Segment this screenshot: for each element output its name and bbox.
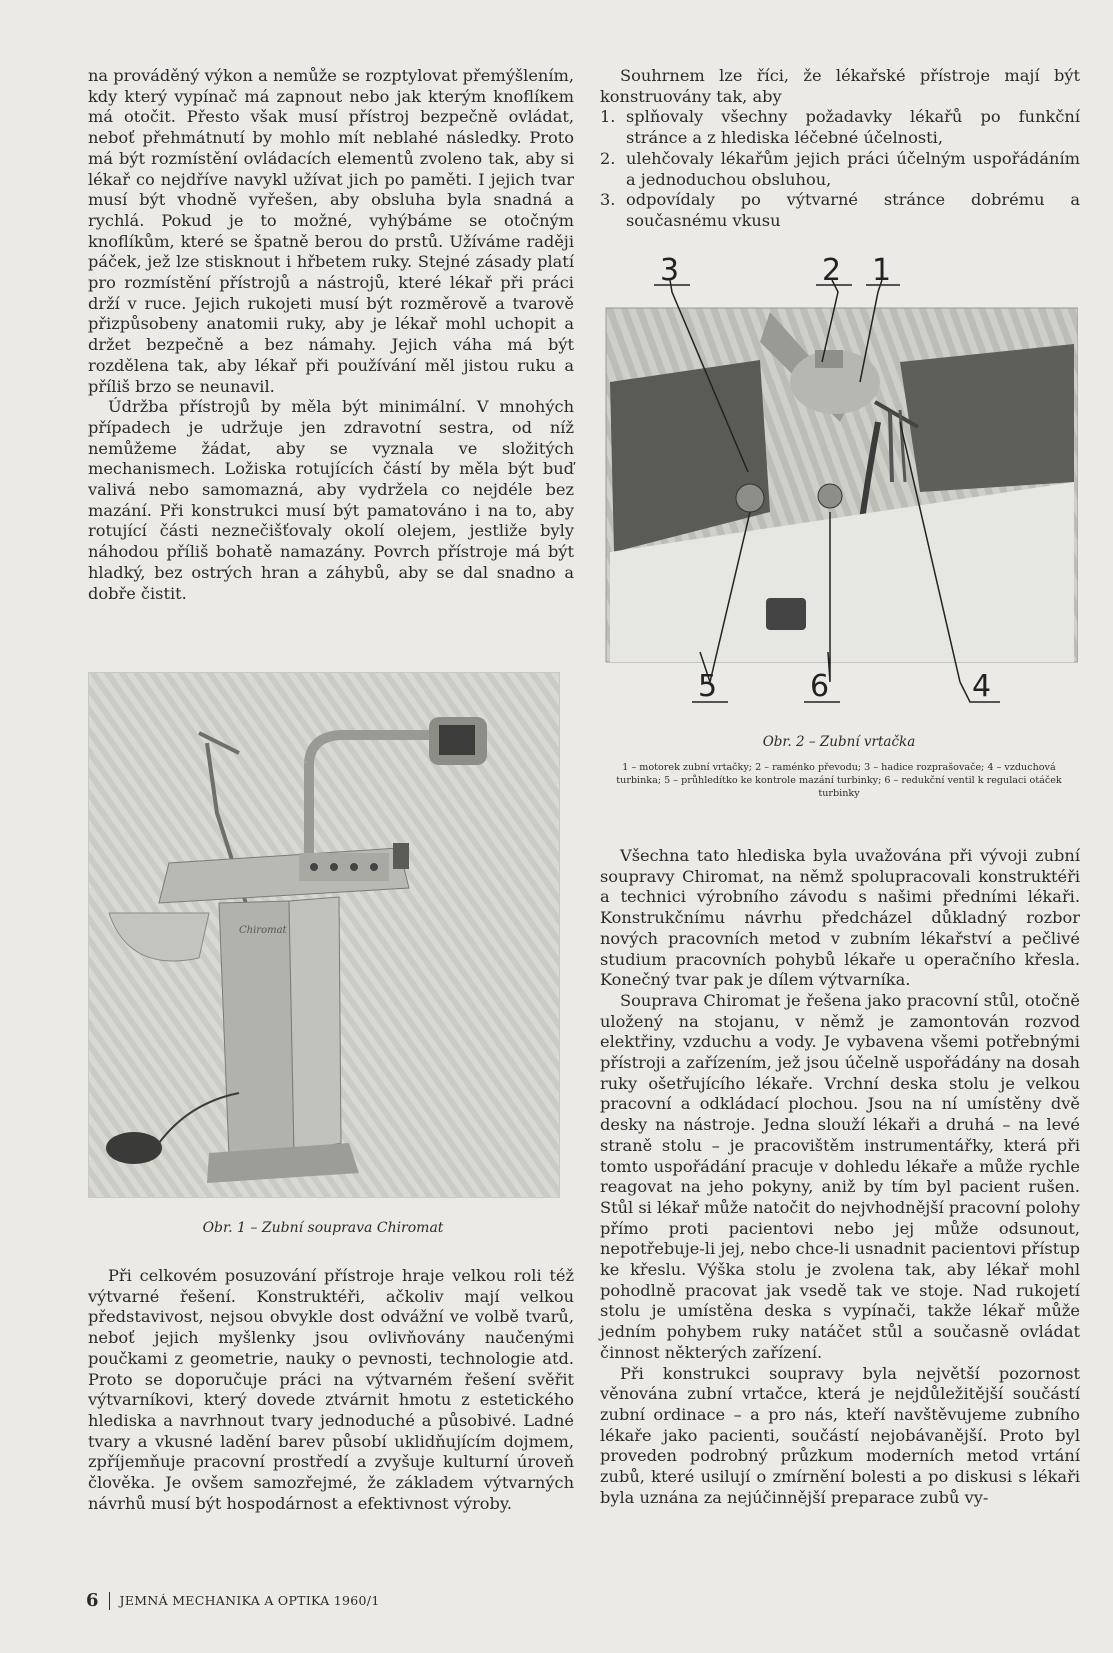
summary-intro: Souhrnem lze říci, že lékařské přístroje mají být konstruovány tak, aby [600, 66, 1080, 106]
dental-drill-illustration [600, 252, 1078, 722]
journal-title: JEMNÁ MECHANIKA A OPTIKA 1960/1 [119, 1593, 380, 1608]
right-column-top [600, 66, 1080, 232]
page-footer [86, 1590, 380, 1611]
foot-pedal [106, 1132, 162, 1164]
footer-divider [109, 1592, 110, 1610]
paragraph-chiromat-table: Souprava Chiromat je řešena jako pracovní stůl, otočně uložený na stojanu, v němž je zamontován rozvod elektřiny, vzduchu a vody. Je vybavena všemi potřebnými přístroji a zařízením, jež jsou účelně uspořádány na dosah ruky ošetřujícího lékaře. Vrchní deska stolu je velkou pracovní a odkládací plochou. Jsou na ní umístěny dvě desky na nástroje. Jedna slouží lékaři a druhá – na levé straně stolu – je pracovištěm instrumentářky, která při tomto uspořádání pracuje v dohledu lékaře a může rychle reagovat na jeho pokyny, aniž by tím byl pacient rušen. Stůl si lékař může natočit do nejvhodnější pracovní polohy přímo proti pacientovi nebo jej může odsunout, nepotřebuje-li jej, nebo chce-li usnadnit pacientovi přístup ke křeslu. Výška stolu je zvolena tak, aby lékař mohl pohodlně pracovat jak vsedě tak ve stoje. Nad rukojetí stolu je umístěna deska s vypínači, takže lékař může jedním pohybem ruky natáčet stůl a současně ovládat činnost některých zařízení. [600, 990, 1080, 1362]
requirements-list [600, 107, 1080, 231]
list-item: 3. odpovídaly po výtvarné stránce dobrému a současnému vkusu [600, 190, 1080, 230]
paragraph-drill: Při konstrukci soupravy byla největší pozornost věnována zubní vrtačce, která je nejdůležitější součástí zubní ordinace – a pro nás, kteří navštěvujeme zubního lékaře jako pacienti, součástí nejobávanější. Proto byl proveden podrobný průzkum moderních metod vrtání zubů, které usilují o zmírnění bolesti a po diskusi s lékaři byla uznána za nejúčinnější preparace zubů vy- [600, 1363, 1080, 1507]
list-item: 2. ulehčovaly lékařům jejich práci účelným uspořádáním a jednoduchou obsluhou, [600, 148, 1080, 189]
right-column-bottom [600, 846, 1080, 1509]
figure-1-caption: Obr. 1 – Zubní souprava Chiromat [202, 1220, 444, 1236]
paragraph-chiromat-development: Všechna tato hlediska byla uvažována při vývoji zubní soupravy Chiromat, na němž spolupracovali konstruktéři a technici výrobního závodu s našimi předními lékaři. Konstrukčnímu návrhu předcházel důkladný rozbor nových pracovních metod v zubním lékařství a pečlivé studium pracovních pohybů lékaře u operačního křesla. Konečný tvar pak je dílem výtvarníka. [600, 846, 1080, 990]
paragraph-design: Při celkovém posuzování přístroje hraje velkou roli též výtvarné řešení. Konstruktéři, ačkoliv mají velkou představivost, nejsou obvykle dost odvážní ve volbě tvarů, neboť jejich myšlenky jsou ovlivňovány naučenými poučkami z geometrie, nauky o pevnosti, technologie atd. Proto se doporučuje práci na výtvarném řešení svěřit výtvarníkovi, který dovede ztvárnit hmotu z estetického hlediska a navrhnout tvary jednoduché a působivé. Ladné tvary a vkusné ladění barev působí uklidňujícím dojmem, zpříjemňuje pracovní prostředí a zvyšuje kulturní úroveň člověka. Je ovšem samozřejmé, že základem výtvarných návrhů musí být hospodárnost a efektivnost výroby. [88, 1266, 574, 1513]
figure-2-caption: Obr. 2 – Zubní vrtačka [762, 734, 916, 750]
label-4: 4 [972, 669, 992, 704]
dental-unit-illustration [89, 673, 559, 1197]
page-number: 6 [86, 1590, 99, 1611]
label-1: 1 [872, 253, 892, 288]
label-2: 2 [822, 253, 842, 288]
paragraph-controls: na prováděný výkon a nemůže se rozptylovat přemýšlením, kdy který vypínač má zapnout nebo jak kterým knoflíkem má otočit. Přesto však musí přístroj bezpečně ovládat, neboť přehmátnutí by mohlo mít neblahé následky. Proto má být rozmístění ovládacích elementů zvoleno tak, aby si lékař co nejdříve navykl užívat jich po paměti. I jejich tvar musí být vhodně vyřešen, aby obsluha byla snadná a rychlá. Pokud je to možné, vyhýbáme se otočným knoflíkům, které se špatně berou do prstů. Užíváme raději páček, jež lze stisknout i hřbetem ruky. Stejné zásady platí pro rozmístění přístrojů a nástrojů, které lékař při práci drží v ruce. Jejich rukojeti musí být rozměrově a tvarově přizpůsobeny anatomii ruky, aby je lékař mohl uchopit a držet bezpečně a bez námahy. Jejich váha má být rozdělena tak, aby lékař při používání měl jistou ruku a příliš brzo se neunavil. [88, 66, 574, 396]
label-6: 6 [810, 669, 830, 704]
unit-brand-label: Chiromat [239, 925, 287, 936]
figure-2-legend: 1 – motorek zubní vrtačky; 2 – raménko převodu; 3 – hadice rozprašovače; 4 – vzduchová turbinka; 5 – průhledítko ke kontrole mazání turbinky; 6 – redukční ventil k regulaci otáček turbinky [616, 762, 1062, 799]
paragraph-maintenance: Údržba přístrojů by měla být minimální. V mnohých případech je udržuje jen zdravotní sestra, od níž nemůžeme žádat, aby se vyznala ve složitých mechanismech. Ložiska rotujících částí by měla být buď valivá nebo samomazná, aby vydržela co nejdéle bez mazání. Při konstrukci musí být pamatováno i na to, aby rotující části neznečišťovaly okolí olejem, jestliže byly náhodou příliš bohatě namazány. Povrch přístroje má být hladký, bez ostrých hran a záhybů, aby se dal snadno a dobře čistit. [88, 397, 574, 603]
figure-1-photo [88, 672, 560, 1198]
left-column-bottom [88, 1266, 574, 1514]
label-3: 3 [660, 253, 680, 288]
figure-2 [600, 252, 1078, 722]
label-5: 5 [698, 669, 718, 704]
list-item: 1. splňovaly všechny požadavky lékařů po funkční stránce a z hlediska léčebné účelnosti, [600, 107, 1080, 148]
left-column-top [88, 66, 574, 604]
vent-grille [766, 598, 806, 630]
